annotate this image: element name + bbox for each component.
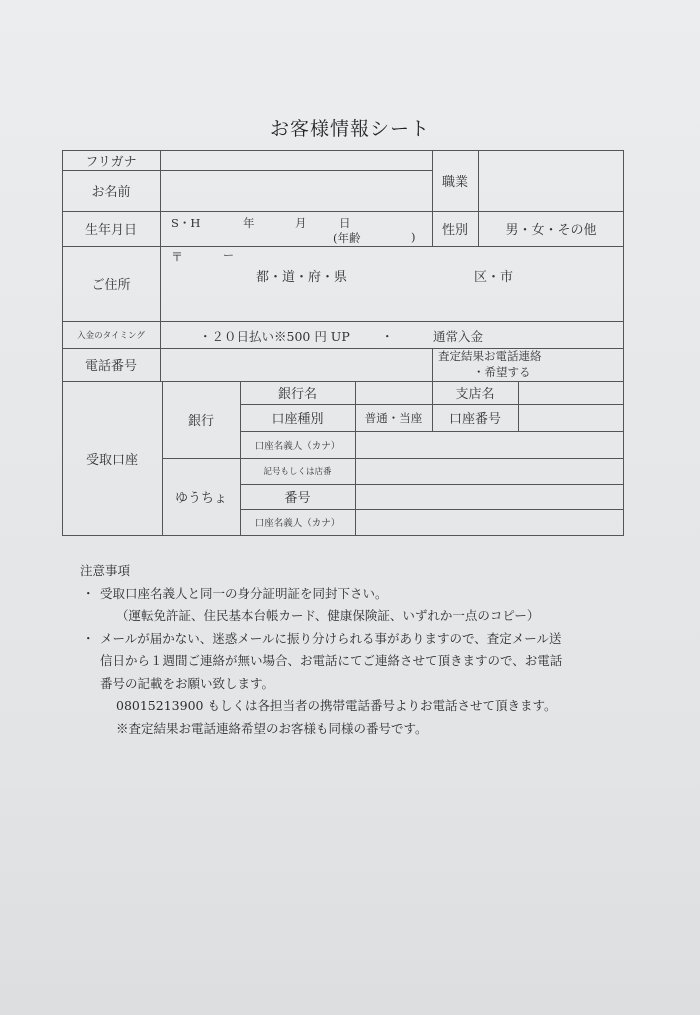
phone-field[interactable] (161, 348, 432, 381)
note-item-continued (80, 650, 660, 673)
note-bullet: ・ (82, 585, 95, 601)
occupation-field[interactable] (479, 150, 623, 211)
phone-label: 電話番号 (84, 359, 137, 374)
payment-timing-label: 入金のタイミング (77, 330, 145, 341)
note-item (80, 628, 660, 651)
address-field[interactable] (161, 246, 623, 321)
yucho-number-label: 番号 (284, 491, 311, 506)
note-text: 信日から１週間ご連絡が無い場合、お電話にてご連絡させて頂きますので、お電話 (100, 653, 563, 668)
birthdate-day-label: 日 (339, 216, 351, 230)
yucho-holder-label: 口座名義人（カナ） (254, 518, 341, 529)
city-options: 区・市 (474, 270, 514, 285)
account-number-field[interactable] (519, 404, 623, 431)
branch-name-label: 支店名 (455, 387, 495, 402)
account-number-label: 口座番号 (448, 412, 501, 427)
account-label: 受取口座 (85, 453, 138, 468)
payment-option-normal[interactable]: 通常入金 (433, 329, 484, 344)
note-text: メールが届かない、迷惑メールに振り分けられる事がありますので、査定メール送 (100, 630, 562, 646)
yucho-number-field[interactable] (356, 484, 623, 509)
branch-name-field[interactable] (519, 381, 623, 404)
postal-dash: ー (223, 249, 234, 262)
document-title: お客様情報シート (269, 118, 430, 140)
bank-label: 銀行 (187, 414, 214, 429)
note-item (80, 583, 660, 606)
birthdate-field[interactable] (161, 211, 432, 246)
bank-holder-field[interactable] (356, 431, 623, 458)
birthdate-month-label: 月 (295, 216, 307, 230)
age-open: (年齢 (333, 231, 361, 245)
yucho-label: ゆうちょ (174, 491, 227, 506)
yucho-symbol-field[interactable] (356, 458, 623, 484)
yucho-symbol-label: 記号もしくは店番 (263, 467, 332, 477)
note-item (80, 605, 660, 628)
occupation-label: 職業 (441, 175, 468, 190)
table-border (623, 150, 624, 536)
bank-name-field[interactable] (356, 381, 432, 404)
furigana-field[interactable] (161, 150, 432, 170)
phone-contact-line1: 査定結果お電話連絡 (438, 349, 542, 363)
footnote-text: ※査定結果お電話連絡希望のお客様も同様の番号です。 (116, 720, 428, 736)
birthdate-label: 生年月日 (84, 223, 137, 238)
note-text: 番号の記載をお願い致します。 (100, 675, 275, 691)
account-type-options[interactable]: 普通・当座 (364, 410, 423, 425)
bank-name-label: 銀行名 (277, 387, 317, 402)
address-label: ご住所 (91, 278, 131, 293)
phone-note (80, 695, 660, 718)
phone-contact-preference[interactable] (433, 348, 623, 381)
note-item-continued (80, 673, 660, 696)
notes-section (80, 560, 660, 740)
gender-label: 性別 (441, 223, 468, 238)
account-type-label: 口座種別 (271, 412, 324, 427)
note-text: （運転免許証、住民基本台帳カード、健康保険証、いずれか一点のコピー） (116, 608, 540, 623)
note-text: 受取口座名義人と同一の身分証明証を同封下さい。 (100, 585, 388, 601)
payment-option-20day[interactable]: ・２０日払い※500 円 UP (199, 329, 350, 344)
prefecture-options: 都・道・府・県 (256, 270, 348, 285)
name-field[interactable] (161, 170, 432, 211)
note-bullet: ・ (82, 630, 95, 646)
postal-mark: 〒 (171, 250, 184, 264)
birthdate-year-label: 年 (243, 216, 255, 230)
phone-contact-line2: ・希望する (473, 365, 531, 379)
bank-holder-label: 口座名義人（カナ） (254, 440, 341, 452)
phone-note-text: 08015213900 もしくは各担当者の携帯電話番号よりお電話させて頂きます。 (116, 698, 557, 713)
birthdate-era: S・H (171, 216, 201, 230)
notes-heading: 注意事項 (80, 563, 131, 578)
age-close: ) (411, 230, 416, 244)
footnote (80, 718, 660, 741)
payment-option-bullet: ・ (381, 329, 394, 344)
yucho-holder-field[interactable] (356, 509, 623, 535)
gender-options[interactable]: 男・女・その他 (505, 223, 597, 238)
name-label: お名前 (91, 185, 131, 200)
payment-timing-options[interactable] (161, 321, 623, 348)
furigana-label: フリガナ (85, 154, 137, 170)
